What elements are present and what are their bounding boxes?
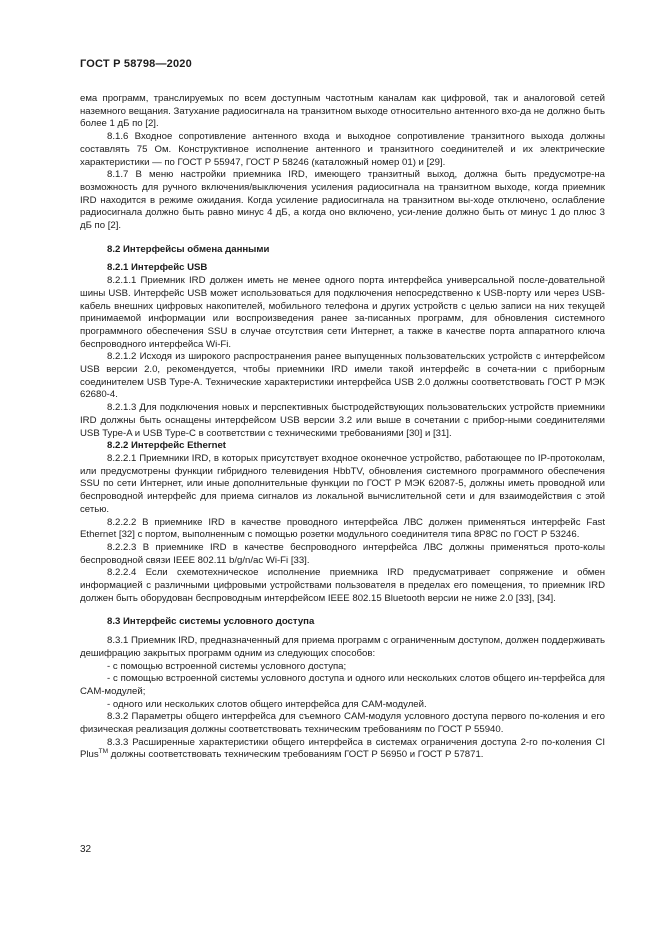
heading-8-2: 8.2 Интерфейсы обмена данными	[107, 243, 270, 255]
paragraph-8-3-3-text: 8.3.3 Расширенные характеристики общего интерфейса в системах ограничения доступа 2-го по-коления CI Plus	[80, 736, 605, 761]
trademark-superscript: TM	[98, 748, 109, 756]
paragraph-8-2-2-2: 8.2.2.2 В приемнике IRD в качестве проводного интерфейса ЛВС должен применяться интерфейс Fast Ethernet [32] с портом, выполненным с помощью розетки модульного соединителя типа 8P8C по ГОСТ Р 53246.	[80, 516, 605, 541]
paragraph-8-3-1: 8.3.1 Приемник IRD, предназначенный для приема программ с ограниченным доступом, должен поддерживать дешифрацию закрытых программ одним из следующих способов:	[80, 635, 605, 659]
paragraph-8-2-2-4: 8.2.2.4 Если схемотехническое исполнение приемника IRD предусматривает сопряжение и обмен информацией с различными цифровыми устройствами пользователя в пределах его помещения, то приемник IRD должен быть оборудован беспроводным интерфейсом IEEE 802.15 Bluetooth версии не ниже 2.0 [33], [34].	[80, 567, 605, 604]
paragraph-8-3-2: 8.3.2 Параметры общего интерфейса для съемного CAM-модуля условного доступа первого по-коления и его физическая реализация должны соответствовать техническим требованиям по ГОСТ Р 55940.	[80, 711, 605, 736]
paragraph-8-2-2-1: 8.2.2.1 Приемники IRD, в которых присутствует входное оконечное устройство, работающее по IP-протоколам, или предусмотрены функции гибридного телевидения HbbTV, обновления системного программного обеспечения SSU по сети Интернет, или иные дополнительные функции по ГОСТ Р МЭК 62087-5, должны иметь проводной или беспроводной интерфейс для приема сигналов из локальной вычислительной сети и для взаимодействия с этой сетью.	[80, 452, 605, 515]
list-item: - с помощью встроенной системы условного доступа;	[107, 660, 347, 672]
paragraph-8-2-1-3: 8.2.1.3 Для подключения новых и перспективных быстродействующих пользовательских устройств приемники IRD должны быть оснащены интерфейсом USB версии 3.2 или выше в сочетании с прибор-ными соединителями USB Type-A и USB Type-C в соответствии с техническими требованиями [30] и [31].	[80, 402, 605, 439]
paragraph-8-2-1-2: 8.2.1.2 Исходя из широкого распространения ранее выпущенных пользовательских устройств с интерфейсом USB версии 2.0, рекомендуется, чтобы приемники IRD имели такой интерфейс в сочета-нии с приборным соединителем USB Type-A. Технические характеристики интерфейса USB 2.0 должны соответствовать ГОСТ Р МЭК 62680-4.	[80, 351, 605, 401]
document-body	[80, 93, 605, 762]
heading-8-2-2: 8.2.2 Интерфейс Ethernet	[107, 440, 227, 452]
paragraph-8-1-6: 8.1.6 Входное сопротивление антенного входа и выходное сопротивление транзитного выхода должны составлять 75 Ом. Конструктивное исполнение антенного и транзитного соединителей и их электрические характеристики — по ГОСТ Р 55947, ГОСТ Р 58246 (каталожный номер 01) и [29].	[80, 131, 605, 168]
paragraph-8-3-3-tail: должны соответствовать техническим требованиям ГОСТ Р 56950 и ГОСТ Р 57871.	[108, 749, 484, 761]
page-number: 32	[80, 844, 92, 855]
paragraph-8-1-7: 8.1.7 В меню настройки приемника IRD, имеющего транзитный выход, должна быть предусмотре-на возможность для ручного включения/выключения усиления радиосигнала на транзитном выходе, когда приемник IRD находится в режиме ожидания. Когда усиление радиосигнала на транзитном вы-ходе отключено, ослабление радиосигнала должно быть равно минус 4 дБ, а когда оно включено, уси-ление должно быть от минус 1 до плюс 3 дБ по [2].	[80, 169, 605, 232]
heading-8-2-1: 8.2.1 Интерфейс USB	[107, 262, 208, 274]
list-item: - с помощью встроенной системы условного доступа и одного или нескольких слотов общего ин-терфейса для CAM-модулей;	[80, 673, 605, 697]
heading-8-3: 8.3 Интерфейс системы условного доступа	[107, 616, 315, 628]
page-header: ГОСТ Р 58798—2020	[80, 58, 192, 70]
list-item: - одного или нескольких слотов общего интерфейса для CAM-модулей.	[107, 698, 427, 710]
paragraph-8-2-1-1: 8.2.1.1 Приемник IRD должен иметь не менее одного порта интерфейса универсальной после-довательной шины USB. Интерфейс USB может использоваться для подключения непосредственно к USB-порту или через USB-кабель внешних цифровых накопителей, мобильного телефона и других устройств с целью записи на них текущей принимаемой информации или воспроизведения ранее за-писанных программ, для обновления системного программного обеспечения SSU в случае отсутствия сети Интернет, а также в качестве порта аппаратного ключа беспроводного интерфейса Wi-Fi.	[80, 275, 605, 350]
paragraph-intro: ема программ, транслируемых по всем доступным частотным каналам как цифровой, так и аналоговой сетей наземного вещания. Затухание радиосигнала на транзитном выходе относительно антенного вхо-да не должно быть более 1 дБ по [2].	[80, 93, 605, 130]
paragraph-8-2-2-3: 8.2.2.3 В приемнике IRD в качестве беспроводного интерфейса ЛВС должны применяться прото-колы беспроводной связи IEEE 802.11 b/g/n/ac Wi-Fi [33].	[80, 541, 605, 566]
paragraph-8-3-3	[80, 737, 605, 762]
